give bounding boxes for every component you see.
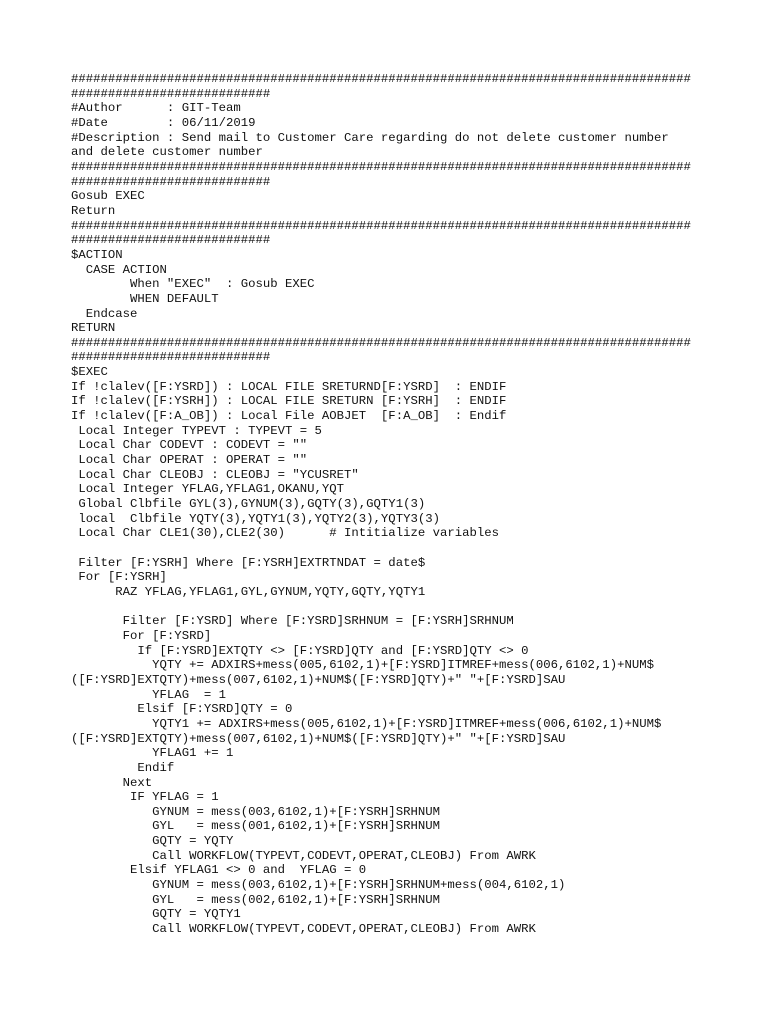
code-line: If !clalev([F:YSRD]) : LOCAL FILE SRETURND[F:YSRD] : ENDIF [71,379,507,394]
code-line: Local Char OPERAT : OPERAT = "" [71,453,308,468]
code-line: Local Char CLEOBJ : CLEOBJ = "YCUSRET" [71,467,359,482]
code-line: Endcase [71,306,138,321]
code-line: Next [71,775,153,790]
code-line: Local Integer TYPEVT : TYPEVT = 5 [71,423,322,438]
code-line: ########################### [71,174,271,189]
code-line: ########################### [71,350,271,365]
code-line: YFLAG = 1 [71,687,226,702]
code-listing [71,72,761,937]
code-line: Global Clbfile GYL(3),GYNUM(3),GQTY(3),GQTY1(3) [71,497,426,512]
code-line: YFLAG1 += 1 [71,746,234,761]
code-line: YQTY1 += ADXIRS+mess(005,6102,1)+[F:YSRD]ITMREF+mess(006,6102,1)+NUM$ [71,716,662,731]
code-line: local Clbfile YQTY(3),YQTY1(3),YQTY2(3),YQTY3(3) [71,511,440,526]
code-line: If !clalev([F:A_OB]) : Local File AOBJET [F:A_OB] : Endif [71,409,507,424]
code-line: Endif [71,760,175,775]
code-line: #################################################################################### [71,335,691,350]
code-line: Local Integer YFLAG,YFLAG1,OKANU,YQT [71,482,345,497]
code-line: RAZ YFLAG,YFLAG1,GYL,GYNUM,YQTY,GQTY,YQTY1 [71,584,426,599]
code-line: GYNUM = mess(003,6102,1)+[F:YSRH]SRHNUM+mess(004,6102,1) [71,878,566,893]
code-line: For [F:YSRD] [71,628,212,643]
code-line: #################################################################################### [71,72,691,86]
code-line: GYL = mess(002,6102,1)+[F:YSRH]SRHNUM [71,892,440,907]
code-line: For [F:YSRH] [71,570,167,585]
code-line: Call WORKFLOW(TYPEVT,CODEVT,OPERAT,CLEOBJ) From AWRK [71,848,536,863]
code-line: Return [71,203,116,218]
code-line: and delete customer number [71,145,263,160]
code-line: YQTY += ADXIRS+mess(005,6102,1)+[F:YSRD]ITMREF+mess(006,6102,1)+NUM$ [71,658,654,673]
code-line: Filter [F:YSRH] Where [F:YSRH]EXTRTNDAT = date$ [71,555,426,570]
code-line: CASE ACTION [71,262,167,277]
code-line [71,600,761,615]
code-line: WHEN DEFAULT [71,291,219,306]
code-line: ########################### [71,86,271,101]
code-line: ([F:YSRD]EXTQTY)+mess(007,6102,1)+NUM$([F:YSRD]QTY)+" "+[F:YSRD]SAU [71,672,566,687]
code-line: GYNUM = mess(003,6102,1)+[F:YSRH]SRHNUM [71,804,440,819]
code-line: $ACTION [71,247,123,262]
code-line: #Description : Send mail to Customer Care regarding do not delete customer number [71,130,669,145]
code-line: Filter [F:YSRD] Where [F:YSRD]SRHNUM = [F:YSRH]SRHNUM [71,614,514,629]
code-line: GQTY = YQTY1 [71,907,241,922]
code-line: GYL = mess(001,6102,1)+[F:YSRH]SRHNUM [71,819,440,834]
code-line: #################################################################################### [71,218,691,233]
code-line: If [F:YSRD]EXTQTY <> [F:YSRD]QTY and [F:YSRD]QTY <> 0 [71,643,529,658]
code-line: IF YFLAG = 1 [71,790,219,805]
code-line: Elsif [F:YSRD]QTY = 0 [71,702,293,717]
code-line: Elsif YFLAG1 <> 0 and YFLAG = 0 [71,863,367,878]
code-line: When "EXEC" : Gosub EXEC [71,277,315,292]
code-line [71,541,761,556]
code-line: Local Char CODEVT : CODEVT = "" [71,438,308,453]
code-line: #Author : GIT-Team [71,101,241,116]
code-line: RETURN [71,321,116,336]
code-line: ########################### [71,233,271,248]
code-line: Local Char CLE1(30),CLE2(30) # Intitialize variables [71,526,500,541]
code-line: ([F:YSRD]EXTQTY)+mess(007,6102,1)+NUM$([F:YSRD]QTY)+" "+[F:YSRD]SAU [71,731,566,746]
code-line: Call WORKFLOW(TYPEVT,CODEVT,OPERAT,CLEOBJ) From AWRK [71,922,536,937]
code-line: GQTY = YQTY [71,834,234,849]
code-line: Gosub EXEC [71,189,145,204]
code-line: $EXEC [71,365,108,380]
code-line: #Date : 06/11/2019 [71,115,256,130]
code-line: If !clalev([F:YSRH]) : LOCAL FILE SRETURN [F:YSRH] : ENDIF [71,394,507,409]
code-line: #################################################################################### [71,159,691,174]
